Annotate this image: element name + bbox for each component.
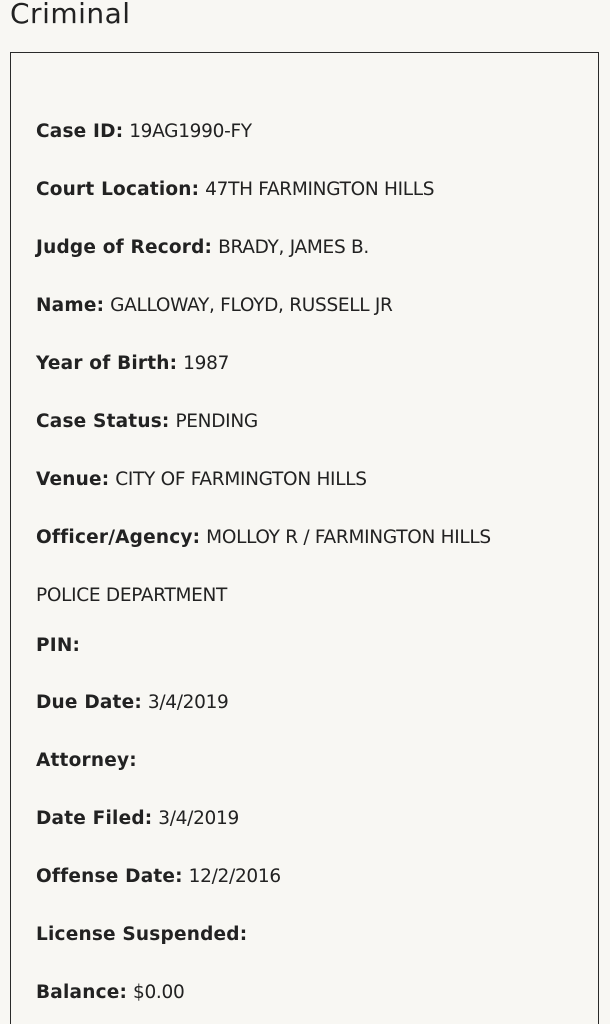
section-title: Criminal (10, 0, 131, 30)
license-suspended-field (36, 922, 247, 948)
venue-label: Venue: (36, 469, 110, 490)
court-location-field (36, 177, 434, 203)
balance-value: $0.00 (132, 982, 185, 1003)
case-id-value: 19AG1990-FY (129, 121, 252, 142)
offense-date-label: Offense Date: (36, 866, 183, 887)
case-status-field (36, 409, 258, 435)
pin-field (36, 633, 80, 659)
judge-of-record-label: Judge of Record: (36, 237, 213, 258)
year-of-birth-value: 1987 (183, 353, 230, 374)
case-id-label: Case ID: (36, 121, 124, 142)
license-suspended-label: License Suspended: (36, 924, 248, 945)
case-status-label: Case Status: (36, 411, 170, 432)
name-field (36, 293, 393, 319)
attorney-field (36, 748, 137, 774)
pin-label: PIN: (36, 635, 81, 656)
balance-label: Balance: (36, 982, 128, 1003)
balance-field (36, 980, 184, 1006)
officer-agency-label: Officer/Agency: (36, 527, 201, 548)
due-date-label: Due Date: (36, 692, 142, 713)
court-location-label: Court Location: (36, 179, 200, 200)
name-label: Name: (36, 295, 105, 316)
venue-value: CITY OF FARMINGTON HILLS (115, 469, 367, 490)
date-filed-label: Date Filed: (36, 808, 153, 829)
case-status-value: PENDING (175, 411, 258, 432)
offense-date-field (36, 864, 281, 890)
due-date-value: 3/4/2019 (147, 692, 229, 713)
officer-agency-value: MOLLOY R / FARMINGTON HILLS (206, 527, 491, 548)
judge-of-record-field (36, 235, 369, 261)
name-value: GALLOWAY, FLOYD, RUSSELL JR (110, 295, 393, 316)
date-filed-value: 3/4/2019 (158, 808, 239, 829)
date-filed-field (36, 806, 239, 832)
year-of-birth-field (36, 351, 229, 377)
venue-field (36, 467, 367, 493)
offense-date-value: 12/2/2016 (188, 866, 281, 887)
case-record-panel (10, 52, 599, 1024)
year-of-birth-label: Year of Birth: (36, 353, 178, 374)
court-location-value: 47TH FARMINGTON HILLS (205, 179, 435, 200)
officer-agency-value-continued: POLICE DEPARTMENT (36, 585, 228, 606)
judge-of-record-value: BRADY, JAMES B. (218, 237, 369, 258)
case-id-field (36, 119, 252, 145)
due-date-field (36, 690, 229, 716)
officer-agency-field (36, 525, 491, 551)
attorney-label: Attorney: (36, 750, 137, 771)
